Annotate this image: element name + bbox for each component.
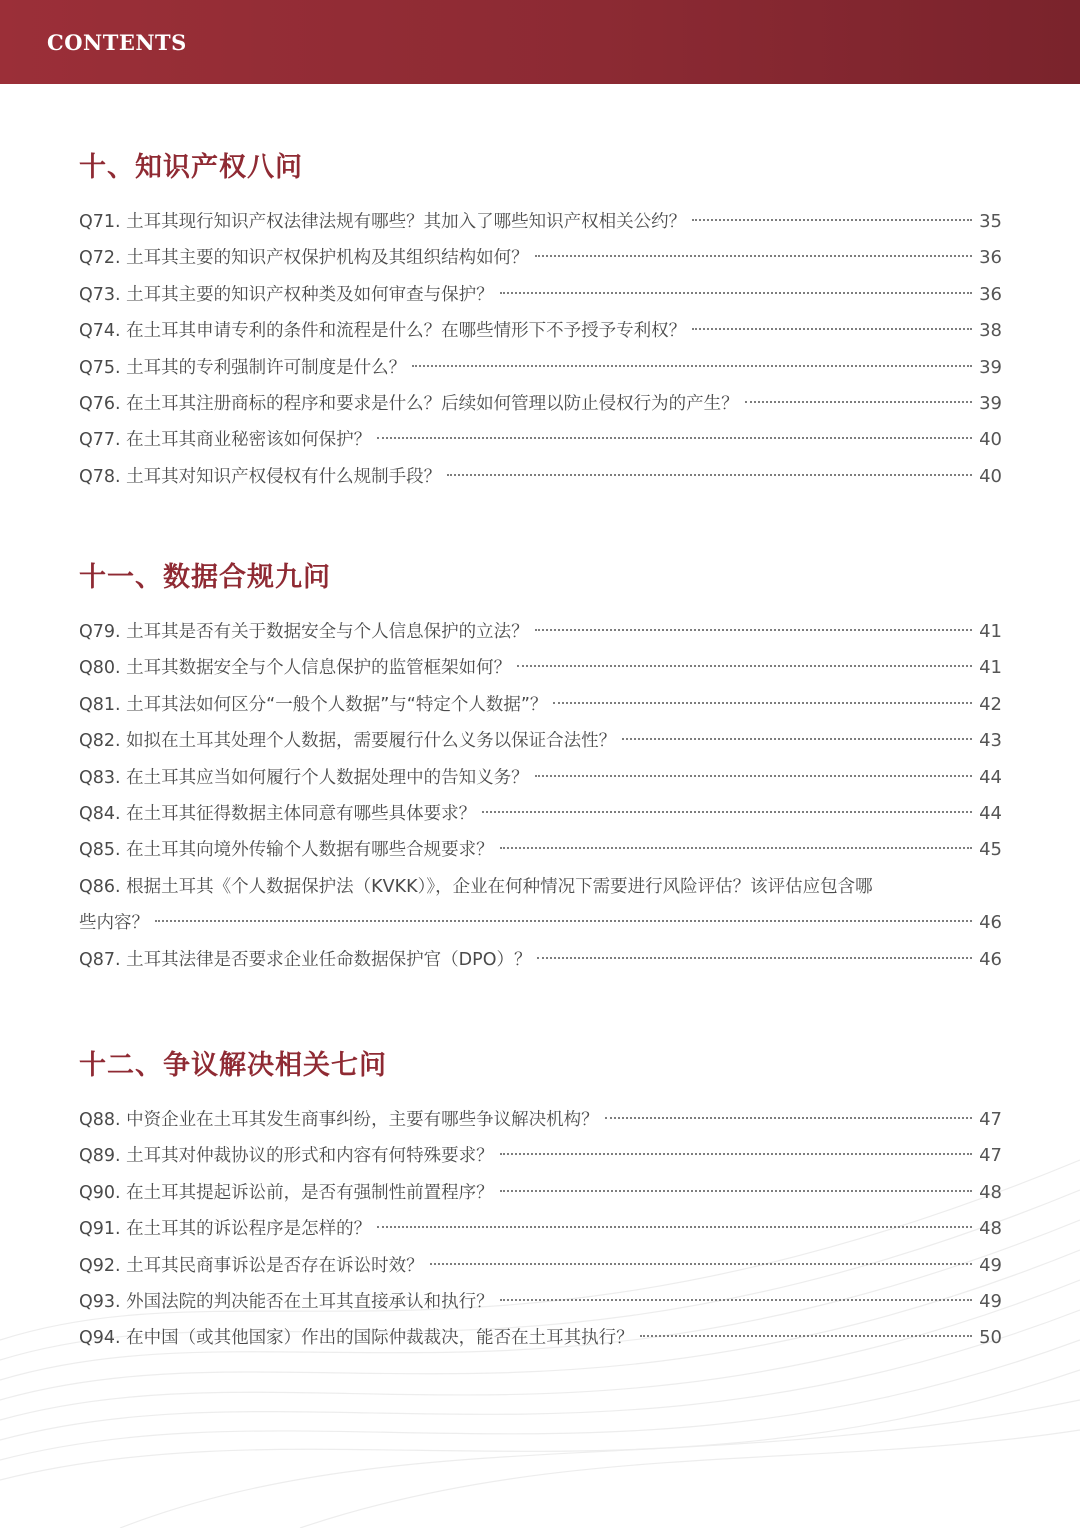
dot-leader <box>430 1263 972 1265</box>
toc-entry[interactable]: Q83. 在土耳其应当如何履行个人数据处理中的告知义务？ 44 <box>79 760 1002 796</box>
page-number: 47 <box>979 1145 1002 1167</box>
toc-section-data-compliance <box>79 560 1002 978</box>
page-number: 49 <box>979 1290 1002 1312</box>
toc-entry-line-2: 些内容？ 46 <box>79 905 1002 941</box>
dot-leader <box>500 847 972 849</box>
page-number: 38 <box>979 320 1002 342</box>
toc-entry[interactable]: Q92. 土耳其民商事诉讼是否存在诉讼时效？ 49 <box>79 1248 1002 1284</box>
toc-entry[interactable]: Q93. 外国法院的判决能否在土耳其直接承认和执行？ 49 <box>79 1284 1002 1320</box>
dot-leader <box>412 365 972 367</box>
dot-leader <box>377 1226 972 1228</box>
page-number: 36 <box>979 247 1002 269</box>
toc-entry[interactable]: Q90. 在土耳其提起诉讼前，是否有强制性前置程序？ 48 <box>79 1175 1002 1211</box>
toc-entry[interactable]: Q73. 土耳其主要的知识产权种类及如何审查与保护？ 36 <box>79 277 1002 313</box>
page-number: 46 <box>979 912 1002 934</box>
page-number: 44 <box>979 802 1002 824</box>
page-number: 46 <box>979 948 1002 970</box>
page-number: 48 <box>979 1181 1002 1203</box>
toc-entry[interactable]: Q85. 在土耳其向境外传输个人数据有哪些合规要求？ 45 <box>79 832 1002 868</box>
dot-leader <box>500 292 972 294</box>
dot-leader <box>500 1190 972 1192</box>
page-number: 35 <box>979 211 1002 232</box>
dot-leader <box>553 702 972 704</box>
dot-leader <box>622 738 972 740</box>
dot-leader <box>692 219 972 221</box>
toc-entry[interactable]: Q78. 土耳其对知识产权侵权有什么规制手段？ 40 <box>79 459 1002 495</box>
dot-leader <box>535 629 972 631</box>
toc-entry[interactable]: Q74. 在土耳其申请专利的条件和流程是什么？在哪些情形下不予授予专利权？ 38 <box>79 313 1002 349</box>
toc-entry[interactable] <box>79 869 1002 942</box>
toc-entry[interactable]: Q76. 在土耳其注册商标的程序和要求是什么？后续如何管理以防止侵权行为的产生？ 39 <box>79 386 1002 422</box>
toc-section-ip <box>79 150 1002 495</box>
toc-entry[interactable]: Q82. 如拟在土耳其处理个人数据，需要履行什么义务以保证合法性？ 43 <box>79 723 1002 759</box>
toc-entry[interactable]: Q80. 土耳其数据安全与个人信息保护的监管框架如何？ 41 <box>79 650 1002 686</box>
section-title: 十一、数据合规九问 <box>79 562 331 593</box>
dot-leader <box>500 1153 972 1155</box>
page-number: 43 <box>979 730 1002 752</box>
page-number: 41 <box>979 657 1002 679</box>
toc-entry[interactable]: Q88. 中资企业在土耳其发生商事纠纷，主要有哪些争议解决机构？ 47 <box>79 1102 1002 1138</box>
page-number: 36 <box>979 283 1002 305</box>
toc-entry[interactable]: Q94. 在中国（或其他国家）作出的国际仲裁裁决，能否在土耳其执行？ 50 <box>79 1320 1002 1356</box>
dot-leader <box>447 474 972 476</box>
dot-leader <box>535 775 972 777</box>
page-number: 47 <box>979 1109 1002 1130</box>
page-number: 39 <box>979 356 1002 378</box>
toc-entry[interactable]: Q81. 土耳其法如何区分“一般个人数据”与“特定个人数据”？ 42 <box>79 687 1002 723</box>
page-number: 39 <box>979 392 1002 414</box>
toc-entry[interactable]: Q87. 土耳其法律是否要求企业任命数据保护官（DPO）？ 46 <box>79 942 1002 978</box>
toc-entry[interactable]: Q71. 土耳其现行知识产权法律法规有哪些？其加入了哪些知识产权相关公约？ 35 <box>79 204 1002 240</box>
page-number: 48 <box>979 1218 1002 1240</box>
toc-entry[interactable]: Q91. 在土耳其的诉讼程序是怎样的？ 48 <box>79 1211 1002 1247</box>
dot-leader <box>500 1299 972 1301</box>
page-number: 41 <box>979 621 1002 642</box>
toc-entry[interactable]: Q84. 在土耳其征得数据主体同意有哪些具体要求？ 44 <box>79 796 1002 832</box>
toc-entry[interactable]: Q75. 土耳其的专利强制许可制度是什么？ 39 <box>79 350 1002 386</box>
toc-section-dispute-resolution <box>79 1048 1002 1357</box>
toc-list <box>79 614 1002 978</box>
dot-leader <box>605 1117 972 1119</box>
section-title: 十、知识产权八问 <box>79 152 303 183</box>
dot-leader <box>745 401 972 403</box>
dot-leader <box>535 255 972 257</box>
dot-leader <box>517 665 972 667</box>
toc-entry[interactable]: Q79. 土耳其是否有关于数据安全与个人信息保护的立法？ 41 <box>79 614 1002 650</box>
dot-leader <box>640 1335 972 1337</box>
toc-list <box>79 1102 1002 1357</box>
toc-entry[interactable]: Q72. 土耳其主要的知识产权保护机构及其组织结构如何？ 36 <box>79 240 1002 276</box>
toc-entry[interactable]: Q89. 土耳其对仲裁协议的形式和内容有何特殊要求？ 47 <box>79 1138 1002 1174</box>
dot-leader <box>482 811 972 813</box>
header-title: CONTENTS <box>47 30 187 55</box>
page-number: 44 <box>979 766 1002 788</box>
page-number: 42 <box>979 693 1002 715</box>
page-number: 45 <box>979 839 1002 861</box>
toc-entry-line-1: Q86. 根据土耳其《个人数据保护法（KVKK）》，企业在何种情况下需要进行风险评估？该评估应包含哪 <box>79 876 873 897</box>
dot-leader <box>377 437 972 439</box>
page-number: 40 <box>979 429 1002 451</box>
dot-leader <box>692 328 972 330</box>
header-bar <box>0 0 1080 84</box>
toc-list <box>79 204 1002 495</box>
page-number: 49 <box>979 1254 1002 1276</box>
section-title: 十二、争议解决相关七问 <box>79 1050 387 1081</box>
toc-entry[interactable]: Q77. 在土耳其商业秘密该如何保护？ 40 <box>79 422 1002 458</box>
page-number: 40 <box>979 465 1002 487</box>
page-number: 50 <box>979 1327 1002 1349</box>
dot-leader <box>537 957 972 959</box>
dot-leader <box>155 920 972 922</box>
